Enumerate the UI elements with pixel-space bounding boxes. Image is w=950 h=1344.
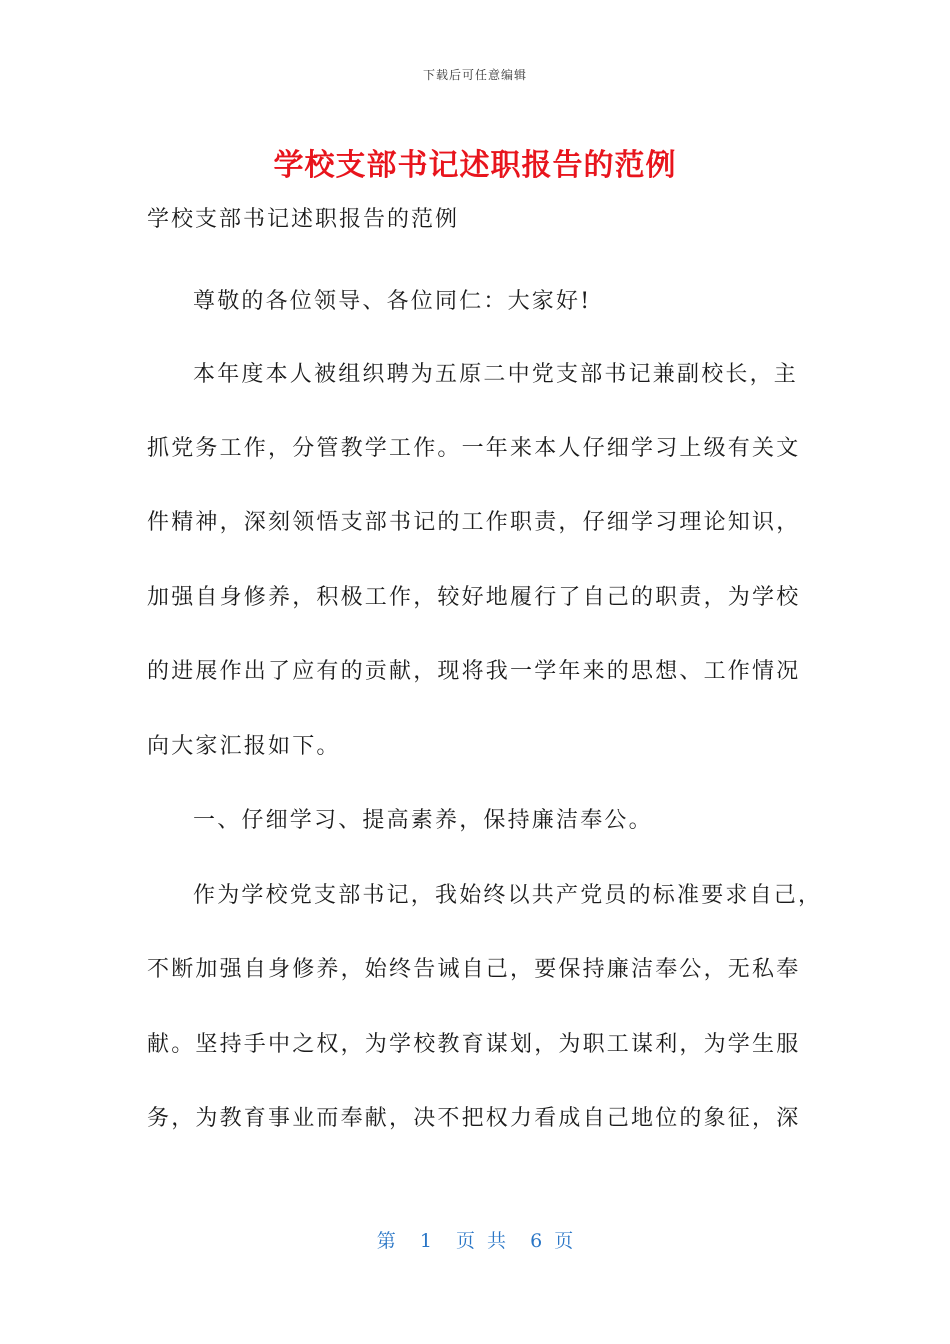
paragraph-line: 的进展作出了应有的贡献，现将我一学年来的思想、工作情况	[147, 659, 801, 684]
page-footer	[0, 1226, 950, 1253]
paragraph-line: 本年度本人被组织聘为五原二中党支部书记兼副校长，主	[193, 362, 799, 387]
header-note: 下载后可任意编辑	[422, 68, 527, 82]
paragraph-line: 不断加强自身修养，始终告诫自己，要保持廉洁奉公，无私奉	[147, 957, 801, 982]
document-subtitle: 学校支部书记述职报告的范例	[147, 207, 460, 232]
footer-middle: 页 共	[456, 1230, 507, 1252]
footer-suffix: 页	[554, 1230, 574, 1252]
current-page-number: 1	[419, 1230, 432, 1252]
section-heading: 一、仔细学习、提高素养，保持廉洁奉公。	[193, 808, 653, 833]
paragraph-line: 件精神，深刻领悟支部书记的工作职责，仔细学习理论知识，	[147, 510, 801, 535]
paragraph-line: 务，为教育事业而奉献，决不把权力看成自己地位的象征，深	[147, 1106, 801, 1131]
total-pages: 6	[530, 1230, 543, 1252]
paragraph-line: 作为学校党支部书记，我始终以共产党员的标准要求自己，	[193, 883, 823, 908]
footer-prefix: 第	[376, 1230, 396, 1252]
paragraph-line: 向大家汇报如下。	[147, 734, 341, 759]
paragraph-line: 加强自身修养，积极工作，较好地履行了自己的职责，为学校	[147, 585, 801, 610]
paragraph-line: 献。坚持手中之权，为学校教育谋划，为职工谋利，为学生服	[147, 1032, 801, 1057]
salutation-line: 尊敬的各位领导、各位同仁：大家好!	[193, 289, 592, 314]
paragraph-line: 抓党务工作，分管教学工作。一年来本人仔细学习上级有关文	[147, 436, 801, 461]
document-title: 学校支部书记述职报告的范例	[273, 148, 677, 183]
